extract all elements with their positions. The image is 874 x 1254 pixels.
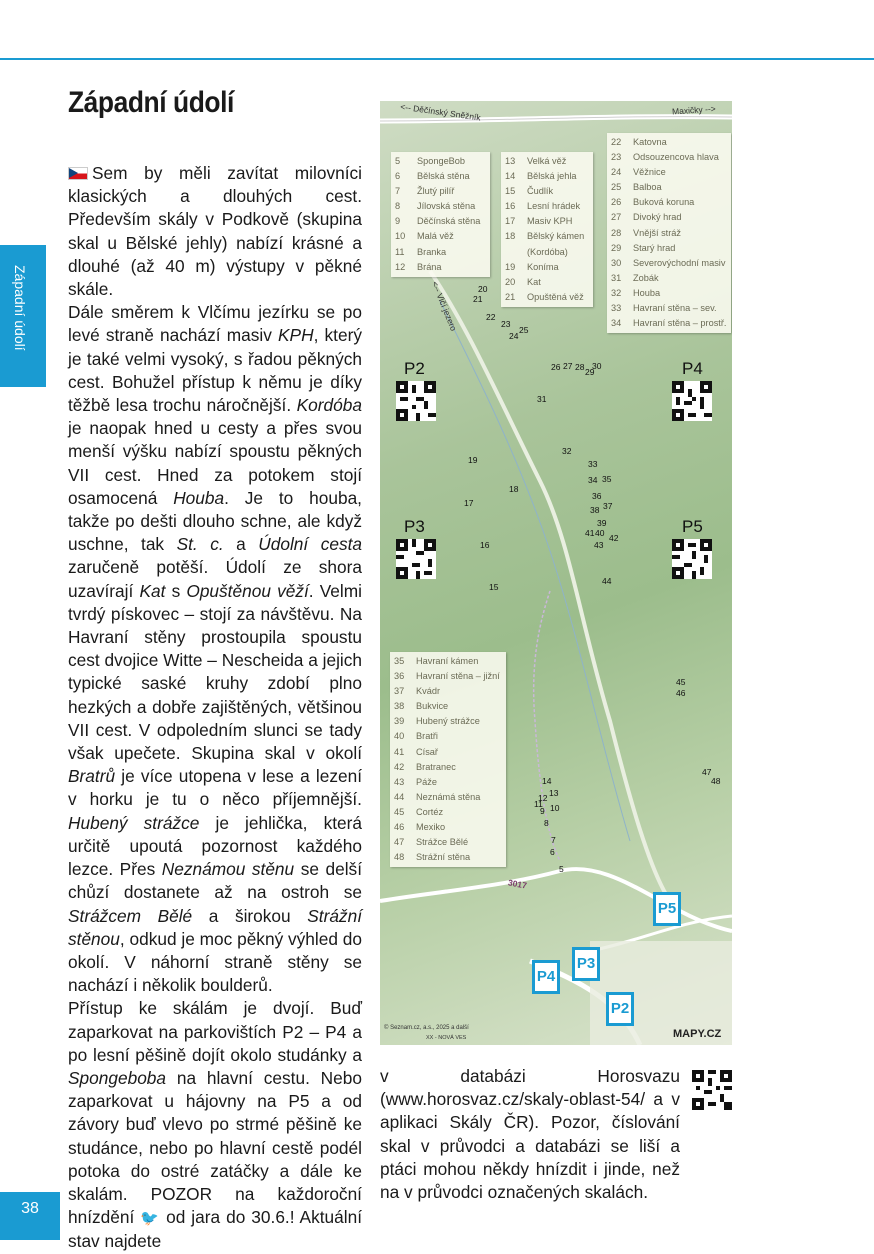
chapter-tab-label: Západní údolí [12, 265, 28, 351]
legend-num: 23 [611, 152, 622, 163]
legend-name: Žlutý pilíř [417, 186, 455, 197]
legend-row [394, 669, 502, 684]
legend-row [505, 184, 589, 199]
crag-name: Kat [139, 580, 166, 601]
legend-row [395, 199, 486, 214]
legend-row [395, 260, 486, 275]
legend-row [611, 135, 727, 150]
paragraph-intro [68, 162, 362, 301]
text-run: . Je to houba, takže po dešti dlouho schne, ale když uschne, tak [68, 487, 362, 555]
crag-number: 21 [473, 294, 483, 304]
legend-row [611, 165, 727, 180]
legend-name: Neznámá stěna [416, 791, 481, 802]
legend-num: 13 [505, 156, 516, 166]
bird-icon: 🐦 [140, 1210, 161, 1228]
legend-num: 15 [505, 186, 516, 197]
legend-a [391, 152, 490, 277]
crag-number: 30 [592, 361, 602, 371]
legend-name: Hubený strážce [416, 716, 480, 727]
crag-name: Opuštěnou věží [186, 580, 309, 601]
legend-row [505, 199, 589, 214]
crag-number: 44 [602, 576, 612, 586]
legend-num: 27 [611, 212, 622, 223]
text-run: , který je také velmi vysoký, s řadou pěkných cest. Bohužel přístup k němu je díky těžbě lesa trochu náročnější. [68, 325, 362, 416]
legend-c [607, 133, 731, 333]
legend-row [394, 729, 502, 744]
legend-row [394, 775, 502, 790]
legend-num: 18 [505, 231, 516, 242]
legend-row [395, 214, 486, 229]
legend-num: 11 [395, 246, 405, 257]
road-label-maxicky: Maxičky --> [671, 103, 716, 117]
crag-number: 29 [585, 367, 595, 377]
legend-row [394, 699, 502, 714]
crag-number: 25 [519, 325, 529, 335]
legend-row [394, 760, 502, 775]
legend-num: 26 [611, 197, 622, 208]
legend-row [611, 286, 727, 301]
crag-number: 33 [588, 459, 598, 469]
crag-number: 26 [551, 362, 561, 372]
crag-number: 22 [486, 312, 496, 322]
legend-row [395, 154, 486, 169]
parking-marker-p4[interactable]: P4 [532, 960, 560, 994]
legend-num: 43 [394, 776, 405, 787]
crag-number: 27 [563, 361, 573, 371]
legend-num: 44 [394, 791, 405, 802]
crag-number: 35 [602, 474, 612, 484]
legend-row [505, 245, 589, 260]
legend-name: Páže [416, 776, 437, 787]
legend-row [611, 180, 727, 195]
legend-num: 35 [394, 656, 405, 666]
legend-name: Čudlík [527, 186, 554, 197]
legend-row [611, 150, 727, 165]
crag-number: 31 [537, 394, 547, 404]
text-run: od jara do 30.6.! Aktuální stav najdete [68, 1207, 362, 1252]
legend-num: 34 [611, 318, 622, 329]
legend-name: Věžnice [633, 167, 666, 178]
parking-marker-p2[interactable]: P2 [606, 992, 634, 1026]
legend-name: Bukvice [416, 701, 449, 712]
legend-num: 5 [395, 156, 401, 166]
legend-num: 10 [395, 231, 406, 242]
legend-num: 37 [394, 686, 405, 697]
legend-name: Děčínská stěna [417, 216, 481, 227]
crag-name: KPH [278, 325, 314, 346]
parking-label-p2: P2 [404, 359, 425, 378]
legend-d [390, 652, 506, 867]
intro-text: Sem by měli zavítat milovníci klasických a dlouhých cest. Především skály v Podkově (skupina skal u Bělské jehly) nabízí krásné a dlouhé (až 40 m) výstupy v pěkné skále. [68, 163, 362, 300]
bottom-paragraph: v databázi Horosvazu (www.horosvaz.cz/skaly-oblast-54/ a v aplikaci Skály ČR). Pozor, číslování skal v průvodci a databázi se liší a ptáci mohou někdy hnízdit i jinde, než na v průvodci označených skalách. [380, 1066, 680, 1203]
legend-num: 28 [611, 227, 622, 238]
page-title: Západní údolí [68, 86, 234, 119]
legend-row [394, 714, 502, 729]
crag-name: Spongeboba [68, 1067, 167, 1088]
qr-code-icon[interactable] [396, 381, 436, 421]
legend-row [394, 790, 502, 805]
legend-num: 32 [611, 287, 622, 298]
text-run: Dále směrem k Vlčímu jezírku se po levé straně nachází masiv [68, 302, 362, 346]
legend-num: 33 [611, 303, 622, 314]
route-name: St. c. [176, 534, 224, 555]
crag-number: 12 [538, 793, 548, 803]
legend-row [394, 684, 502, 699]
parking-marker-p5[interactable]: P5 [653, 892, 681, 926]
text-run: a širokou [192, 905, 308, 926]
legend-name: Buková koruna [633, 197, 695, 208]
legend-row [505, 260, 589, 275]
legend-num: 16 [505, 201, 516, 212]
legend-name: Masiv KPH [527, 216, 573, 227]
text-run: s [165, 580, 187, 601]
legend-name: Lesní hrádek [527, 201, 581, 212]
crag-number: 15 [489, 582, 499, 592]
crag-number: 7 [551, 835, 556, 845]
legend-name: Houba [633, 287, 661, 298]
legend-row [505, 275, 589, 290]
legend-num: 42 [394, 761, 405, 772]
crag-number: 40 [595, 528, 605, 538]
legend-name: Odsouzencova hlava [633, 152, 719, 163]
crag-name: Neznámou stěnu [161, 859, 295, 880]
crag-number: 19 [468, 455, 478, 465]
czech-flag-icon [68, 167, 88, 180]
legend-name: Opuštěná věž [527, 291, 584, 302]
legend-row [395, 184, 486, 199]
legend-name: Bělská jehla [527, 171, 577, 182]
legend-name: Velká věž [527, 156, 567, 166]
legend-name: Branka [417, 246, 447, 257]
crag-number: 18 [509, 484, 519, 494]
qr-code-icon[interactable] [396, 539, 436, 579]
legend-name: Havraní stěna – sev. [633, 303, 717, 314]
parking-label-p5: P5 [682, 517, 703, 536]
legend-row [394, 820, 502, 835]
qr-code-icon[interactable] [692, 1069, 732, 1111]
legend-num: 47 [394, 837, 405, 848]
crag-number: 10 [550, 803, 560, 813]
legend-num: 21 [505, 291, 516, 302]
legend-name: Balboa [633, 182, 662, 193]
legend-num: 31 [611, 272, 622, 283]
legend-name: Koníma [527, 261, 559, 272]
legend-num: 30 [611, 257, 622, 268]
bottom-text [380, 1065, 734, 1204]
crag-name: Strážcem Bělé [68, 905, 193, 926]
legend-row [611, 226, 727, 241]
crag-number: 23 [501, 319, 511, 329]
text-run: a [223, 534, 259, 555]
legend-num: 22 [611, 137, 622, 147]
legend-row [611, 195, 727, 210]
parking-label-p3: P3 [404, 517, 425, 536]
crag-name: Kordóba [296, 395, 362, 416]
crag-number: 48 [711, 776, 721, 786]
crag-number: 45 [676, 677, 686, 687]
crag-number: 6 [550, 847, 555, 857]
legend-name: Bratři [416, 731, 438, 742]
legend-name: SpongeBob [417, 156, 466, 166]
text-run: je více utopena v lese a lezení v horku je tu o něco příjemnější. [68, 766, 362, 810]
text-run: Přístup ke skálám je dvojí. Buď zaparkovat na parkovištích P2 – P4 a po lesní pěšině dojít okolo studánky a [68, 998, 362, 1065]
legend-row [611, 210, 727, 225]
legend-row [394, 835, 502, 850]
legend-name: Mexiko [416, 822, 446, 833]
legend-name: Zobák [633, 272, 659, 283]
crag-number: 24 [509, 331, 519, 341]
legend-name: Starý hrad [633, 242, 676, 253]
text-run: se delší chůzí dostanete až na ostroh se [68, 859, 362, 903]
legend-row [611, 316, 727, 331]
legend-name: Bělská stěna [417, 171, 470, 182]
legend-row [611, 271, 727, 286]
legend-num: 12 [395, 261, 406, 272]
legend-row [395, 245, 486, 260]
legend-num: 20 [505, 276, 516, 287]
legend-row [505, 229, 589, 244]
article-body [68, 162, 362, 1254]
legend-name: Kat [527, 276, 541, 287]
legend-num: 7 [395, 186, 401, 197]
crag-number: 11 [534, 799, 543, 809]
map-credit-2: XX - NOVÁ VES [426, 1035, 467, 1041]
legend-num: 40 [394, 731, 405, 742]
crag-number: 17 [464, 498, 474, 508]
legend-num: 25 [611, 182, 622, 193]
crag-number: 36 [592, 491, 602, 501]
crag-name: Strážní stěnou [68, 905, 362, 949]
legend-name: Malá věž [417, 231, 454, 242]
crag-number: 41 [585, 528, 595, 538]
legend-num: 38 [394, 701, 405, 712]
crag-number: 43 [594, 540, 604, 550]
legend-num: 29 [611, 242, 622, 253]
legend-num [505, 245, 527, 260]
parking-label-p4: P4 [682, 359, 703, 378]
road-label-snez: <-- Děčínský Sněžník [399, 101, 482, 123]
legend-num: 39 [394, 716, 405, 727]
legend-name: Strážce Bělé [416, 837, 469, 848]
legend-name: Havraní stěna – jižní [416, 671, 500, 682]
route-name: Údolní cesta [258, 534, 363, 555]
qr-code-icon[interactable] [672, 539, 712, 579]
parking-marker-p3[interactable]: P3 [572, 947, 600, 981]
legend-row [611, 241, 727, 256]
crag-number: 5 [559, 864, 564, 874]
legend-name: Havraní kámen [416, 656, 479, 666]
legend-num: 24 [611, 167, 622, 178]
chapter-tab [0, 245, 46, 387]
legend-row [394, 654, 502, 669]
crag-number: 14 [542, 776, 552, 786]
paragraph-crags [68, 301, 362, 997]
legend-row [394, 745, 502, 760]
text-run: , odkud je moc pěkný výhled do okolí. V náhorní straně stěny se nachází i několik boulderů. [68, 928, 362, 996]
map-credit: © Seznam.cz, a.s., 2025 a další [384, 1025, 469, 1031]
legend-row [395, 169, 486, 184]
legend-name: (Kordóba) [527, 246, 568, 257]
page-number: 38 [0, 1192, 60, 1240]
paragraph-access [68, 997, 362, 1253]
legend-row [611, 256, 727, 271]
crag-number: 39 [597, 518, 607, 528]
crag-number: 46 [676, 688, 686, 698]
legend-row [394, 850, 502, 865]
crag-name: Hubený strážce [68, 812, 200, 833]
mapy-logo: MAPY.CZ [673, 1028, 722, 1040]
legend-num: 8 [395, 201, 401, 212]
legend-name: Strážní stěna [416, 852, 471, 863]
crag-number: 13 [549, 788, 559, 798]
legend-num: 48 [394, 852, 405, 863]
legend-row [394, 805, 502, 820]
road-label-vlci: <-- Vlčí jezero [429, 279, 459, 333]
legend-row [505, 214, 589, 229]
legend-name: Brána [417, 261, 442, 272]
legend-num: 46 [394, 822, 405, 833]
legend-name: Císař [416, 746, 438, 757]
crag-number: 28 [575, 362, 585, 372]
legend-b [501, 152, 593, 307]
crag-name: Bratrů [68, 766, 116, 787]
crag-number: 8 [544, 818, 549, 828]
legend-num: 19 [505, 261, 516, 272]
crag-number: 20 [478, 284, 488, 294]
text-run: na hlavní cestu. Nebo zaparkovat u hájovny na P5 a od závory buď vlevo po strmé pěšině ke studánce, nebo po hlavní cestě podél potoka do ostré zatáčky a dále ke skalám. POZOR na každoroční hnízdění [68, 1067, 362, 1228]
crag-number: 42 [609, 533, 619, 543]
header-rule [0, 58, 874, 60]
text-run: je naopak hned u cesty a přes svou menší výšku nabízí spoustu pěkných VII cest. Hned za potokem stojí osamocená [68, 418, 362, 508]
legend-row [505, 169, 589, 184]
crag-number: 32 [562, 446, 572, 456]
legend-num: 36 [394, 671, 405, 682]
legend-num: 45 [394, 806, 405, 817]
legend-name: Jílovská stěna [417, 201, 476, 212]
legend-name: Kvádr [416, 686, 441, 697]
crag-name: Houba [173, 487, 225, 508]
text-run: zaručeně potěší. Údolí ze shora uzavírají [68, 557, 362, 601]
qr-code-icon[interactable] [672, 381, 712, 421]
crag-number: 9 [540, 806, 545, 816]
crag-number: 47 [702, 767, 712, 777]
legend-name: Bělský kámen [527, 231, 585, 242]
legend-name: Bratranec [416, 761, 456, 772]
legend-num: 14 [505, 171, 516, 182]
crag-number: 34 [588, 475, 598, 485]
legend-name: Divoký hrad [633, 212, 682, 223]
legend-row [505, 290, 589, 305]
legend-num: 6 [395, 171, 401, 182]
legend-row [395, 229, 486, 244]
crag-number: 16 [480, 540, 490, 550]
crag-number: 37 [603, 501, 613, 511]
text-run: je jehlička, která určitě upoutá pozornost každého lezce. Přes [68, 812, 362, 880]
legend-name: Havraní stěna – prostř. [633, 318, 727, 329]
legend-num: 9 [395, 216, 401, 227]
legend-name: Cortéz [416, 806, 444, 817]
crag-map [380, 101, 732, 1045]
road-number: 3017 [507, 877, 528, 891]
crag-number: 38 [590, 505, 600, 515]
legend-name: Vnější stráž [633, 227, 681, 238]
legend-row [505, 154, 589, 169]
legend-row [611, 301, 727, 316]
legend-num: 41 [394, 746, 405, 757]
legend-name: Katovna [633, 137, 667, 147]
legend-name: Severovýchodní masiv [633, 257, 726, 268]
text-run: . Velmi tvrdý pískovec – stojí za návštěvu. Na Havraní stěny prostoupila spoustu cest dvojice Witte – Nescheida a jejich typické saské kruhy zdobí plno hezkých a dobře zajištěných, většinou VII cest. V odpoledním slunci se tady však upečete. Skupina skal v okolí [68, 580, 362, 764]
legend-num: 17 [505, 216, 516, 227]
